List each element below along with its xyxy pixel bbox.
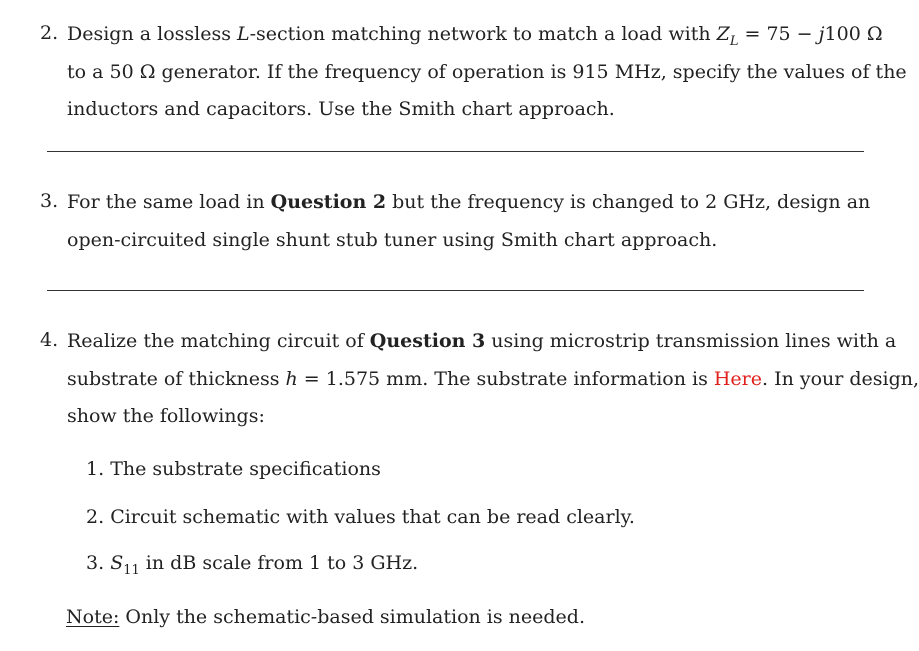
list-item	[86, 458, 381, 480]
divider	[47, 151, 864, 152]
list-item	[86, 552, 418, 578]
substrate-info-link[interactable]: Here	[713, 367, 762, 390]
list-item	[86, 506, 635, 528]
question-number: 4.	[40, 329, 59, 351]
question-text	[67, 22, 907, 135]
question-number: 2.	[40, 22, 59, 44]
question-text	[67, 329, 919, 442]
list-item-number: 1.	[86, 458, 105, 480]
text-line: Design a lossless L-section matching network to match a load with $Z_L = 75 - j100$ Ω	[67, 23, 883, 49]
question-number: 3.	[40, 190, 59, 212]
question-text	[67, 190, 871, 265]
text-line: open-circuited single shunt stub tuner using Smith chart approach.	[67, 228, 718, 251]
question-4	[40, 329, 919, 442]
list-item-text: Circuit schematic with values that can be read clearly.	[110, 506, 635, 528]
list-item-text: The substrate specifications	[110, 458, 381, 480]
text-line: show the followings:	[67, 405, 265, 427]
list-item-number: 3.	[86, 552, 105, 574]
question-3	[40, 190, 871, 265]
text-line: For the same load in Question 2 but the frequency is changed to 2 GHz, design an	[67, 191, 871, 213]
note-text: Only the schematic-based simulation is needed.	[119, 606, 586, 628]
list-item-text: $S_{11}$ in dB scale from 1 to 3 GHz.	[110, 552, 419, 578]
divider	[47, 290, 864, 291]
list-item-number: 2.	[86, 506, 105, 528]
text-line: to a 50 Ω generator. If the frequency of operation is 915 MHz, specify the values of the	[67, 60, 907, 83]
note	[66, 606, 585, 628]
text-line: Realize the matching circuit of Question 3 using microstrip transmission lines with a	[67, 330, 897, 352]
note-label: Note:	[66, 606, 120, 628]
text-line: substrate of thickness h = 1.575 mm. The substrate information is Here. In your design,	[67, 367, 919, 390]
text-line: inductors and capacitors. Use the Smith chart approach.	[67, 98, 615, 120]
question-2	[40, 22, 907, 135]
